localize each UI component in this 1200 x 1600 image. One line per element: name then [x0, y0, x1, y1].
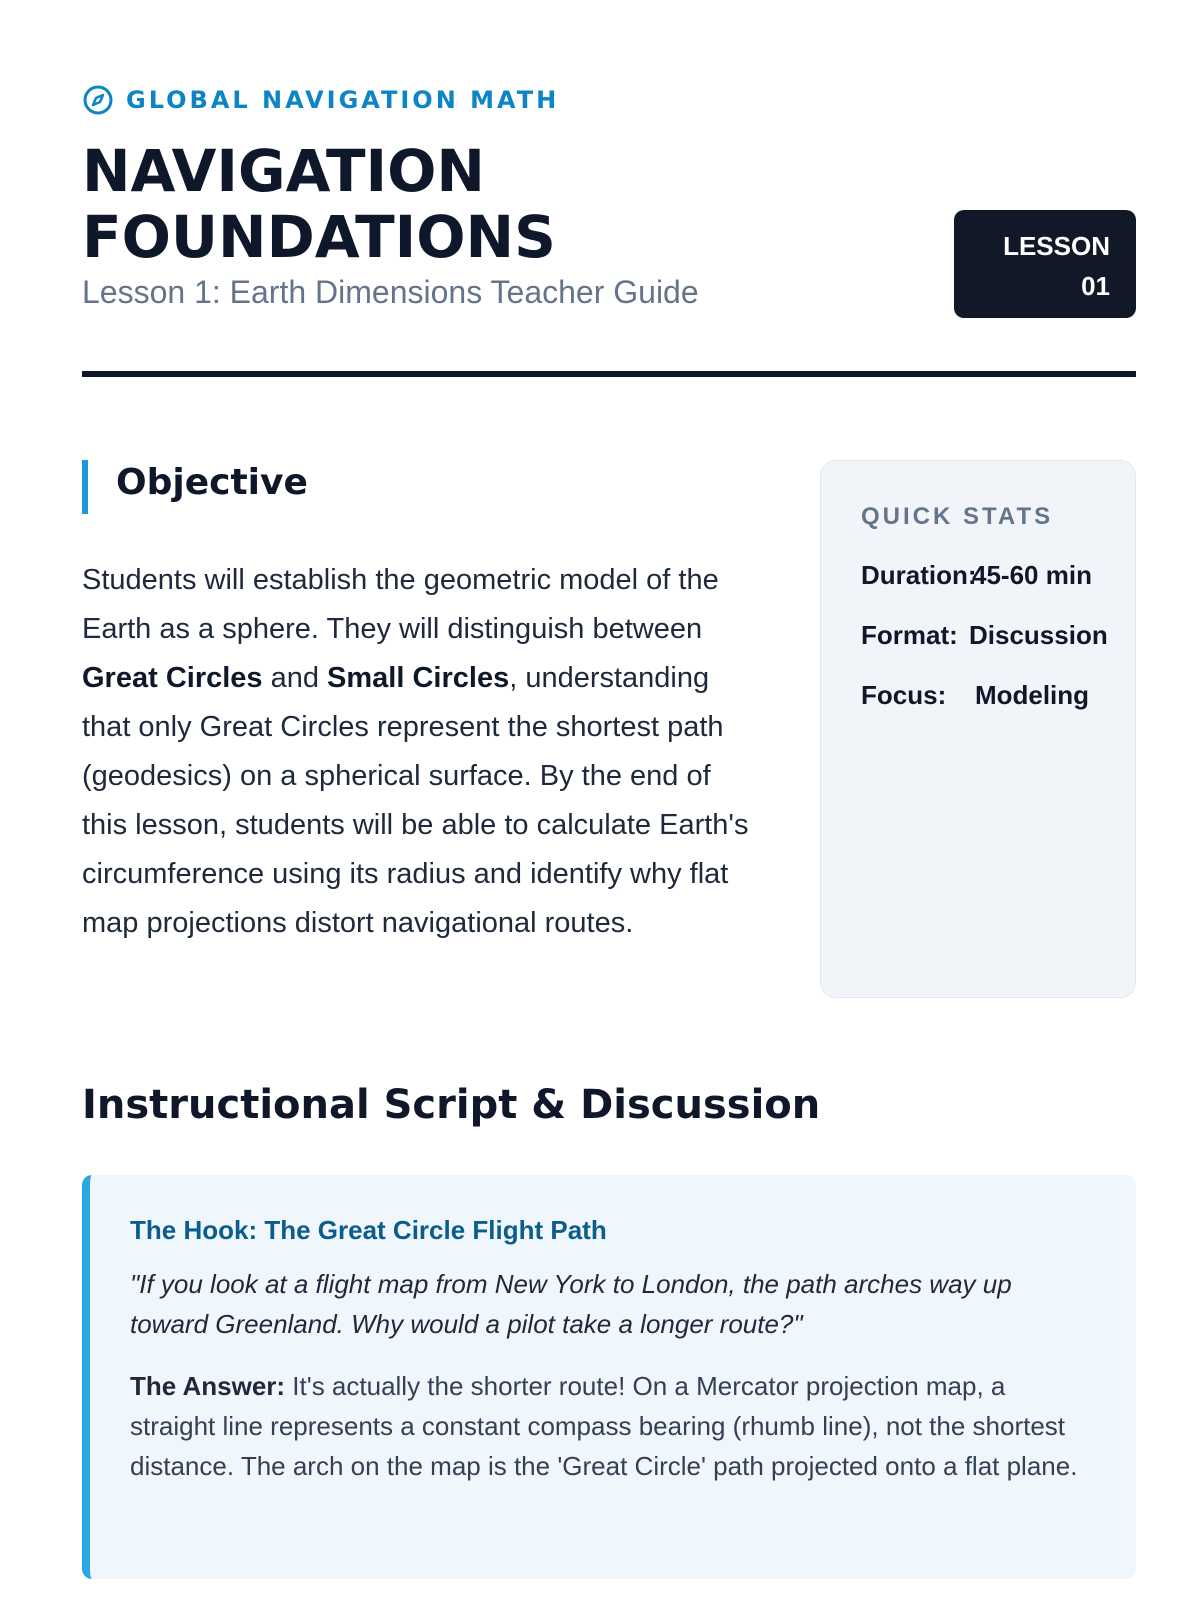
page-subtitle: Lesson 1: Earth Dimensions Teacher Guide — [82, 274, 699, 310]
stat-key: Format: — [861, 620, 958, 650]
quick-stats-heading: QUICK STATS — [861, 503, 1054, 530]
objective-bold-small-circles: Small Circles — [327, 662, 510, 694]
answer-label: The Answer: — [130, 1371, 286, 1401]
stat-value: 45-60 min — [972, 560, 1092, 590]
hook-answer — [130, 1366, 1094, 1486]
objective-text — [82, 556, 762, 948]
stat-row-duration — [861, 555, 1095, 595]
objective-text-part-3: , understanding that only Great Circles represent the shortest path (geodesics) on a spherical surface. By the end of this lesson, students will be able to calculate Earth's circumference using its radius and identify why flat map projections distort navigational routes. — [82, 662, 749, 939]
answer-text: It's actually the shorter route! On a Mercator projection map, a straight line represents a constant compass bearing (rhumb line), not the shortest distance. The arch on the map is the 'Great Circle' path projected onto a flat plane. — [130, 1371, 1078, 1481]
lesson-badge — [954, 210, 1136, 318]
script-heading: Instructional Script & Discussion — [82, 1082, 821, 1128]
title-line-1: NAVIGATION — [82, 137, 485, 205]
objective-text-part-1: Students will establish the geometric model of the Earth as a sphere. They will distinguish between — [82, 564, 719, 645]
teacher-guide-page — [82, 0, 1136, 1600]
lesson-badge-label: LESSON — [1003, 231, 1110, 261]
hook-callout — [82, 1175, 1136, 1579]
page-title — [82, 138, 702, 270]
stat-value: Modeling — [974, 680, 1090, 710]
hook-quote: "If you look at a flight map from New York to London, the path arches way up toward Greenland. Why would a pilot take a longer route?" — [130, 1269, 1012, 1339]
lesson-badge-number: 01 — [1081, 271, 1110, 301]
objective-text-part-2: and — [262, 662, 328, 694]
stat-row-focus — [861, 675, 1095, 715]
quick-stats-card — [820, 460, 1136, 998]
objective-bold-great-circles: Great Circles — [82, 662, 263, 694]
stat-key: Focus: — [861, 680, 947, 710]
objective-accent-bar — [82, 460, 88, 514]
brand — [82, 84, 559, 116]
stat-row-format — [861, 615, 1108, 655]
stat-key: Duration: — [861, 560, 977, 590]
title-line-2: FOUNDATIONS — [82, 203, 556, 271]
objective-heading: Objective — [116, 462, 308, 503]
hook-title: The Hook: The Great Circle Flight Path — [130, 1215, 607, 1245]
header-divider — [82, 371, 1136, 377]
compass-icon — [82, 84, 114, 116]
brand-label: GLOBAL NAVIGATION MATH — [126, 86, 560, 114]
stat-value: Discussion — [969, 620, 1108, 650]
